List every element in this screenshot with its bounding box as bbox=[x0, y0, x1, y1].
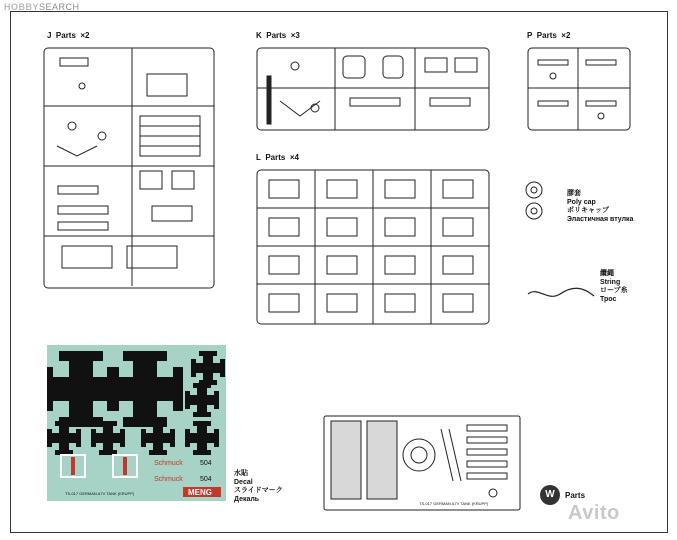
sprue-l-mult: ×4 bbox=[289, 153, 299, 162]
poly-cap-ru: Эластичная втулка bbox=[567, 215, 634, 223]
etched-parts-label: Parts bbox=[565, 491, 586, 500]
etched-badge: W bbox=[540, 485, 560, 505]
watermark-suffix: SEARCH bbox=[39, 2, 80, 12]
watermark-brand: HOBBY bbox=[4, 2, 40, 12]
sprue-j-parts: Parts bbox=[55, 31, 76, 40]
string-ru: Трос bbox=[600, 295, 617, 303]
sprue-p-mult: ×2 bbox=[561, 31, 571, 40]
sprue-l-drawing bbox=[255, 168, 491, 326]
poly-cap-note bbox=[567, 190, 633, 224]
poly-cap-ja: ポリキャップ bbox=[567, 207, 609, 214]
decal-note bbox=[234, 470, 283, 504]
string-jp: 纜繩 bbox=[600, 270, 614, 277]
decal-ja: スライドマーク bbox=[234, 487, 283, 494]
sprue-l-parts: Parts bbox=[265, 153, 286, 162]
sprue-p-label bbox=[527, 31, 570, 40]
string-ja: ロープ糸 bbox=[600, 287, 628, 294]
sprue-k-letter: K bbox=[256, 31, 262, 40]
sprue-j-drawing bbox=[42, 46, 216, 290]
sprue-l-label bbox=[256, 153, 299, 162]
sprue-p-parts: Parts bbox=[536, 31, 557, 40]
decal-en: Decal bbox=[234, 478, 253, 486]
decal-text-2: Schmuck bbox=[154, 476, 183, 483]
decal-ru: Декаль bbox=[234, 495, 260, 503]
decal-sheet bbox=[47, 345, 226, 501]
sprue-k-label bbox=[256, 31, 300, 40]
decal-jp: 水貼 bbox=[234, 470, 248, 477]
decal-num-1: 504 bbox=[200, 460, 212, 467]
meng-logo: MENG bbox=[188, 488, 212, 497]
sprue-k-drawing bbox=[255, 46, 491, 132]
sprue-p-drawing bbox=[526, 46, 632, 132]
avito-watermark: Avito bbox=[568, 502, 620, 524]
sprue-j-mult: ×2 bbox=[80, 31, 90, 40]
iron-cross-small-1 bbox=[191, 351, 225, 385]
decal-num-2: 504 bbox=[200, 476, 212, 483]
decal-sheet-code: TS-017 GERMAN A7V TANK (KRUPP) bbox=[65, 491, 135, 496]
sprue-p-letter: P bbox=[527, 31, 533, 40]
poly-cap-drawing bbox=[522, 180, 546, 222]
sprue-l-letter: L bbox=[256, 153, 261, 162]
photo-etched-fret bbox=[323, 415, 521, 511]
iron-cross-large-2 bbox=[107, 351, 183, 427]
poly-cap-jp: 膠套 bbox=[567, 190, 581, 197]
red-number-1 bbox=[71, 457, 75, 475]
sprue-k-mult: ×3 bbox=[290, 31, 300, 40]
iron-cross-small-2 bbox=[185, 383, 219, 417]
sprue-j-label bbox=[47, 31, 90, 40]
hobbysearch-watermark bbox=[4, 2, 80, 12]
sprue-k-parts: Parts bbox=[266, 31, 287, 40]
etched-code: TS-017 GERMAN A7V TANK (KRUPP) bbox=[419, 501, 489, 506]
iron-cross-small-6 bbox=[185, 421, 219, 455]
red-number-2 bbox=[123, 457, 127, 475]
sprue-j-letter: J bbox=[47, 31, 52, 40]
string-en: String bbox=[600, 278, 621, 286]
string-drawing bbox=[526, 284, 596, 304]
string-note bbox=[600, 270, 628, 304]
decal-crosses bbox=[47, 345, 226, 501]
poly-cap-en: Poly cap bbox=[567, 198, 596, 206]
decal-text-1: Schmuck bbox=[154, 460, 183, 467]
